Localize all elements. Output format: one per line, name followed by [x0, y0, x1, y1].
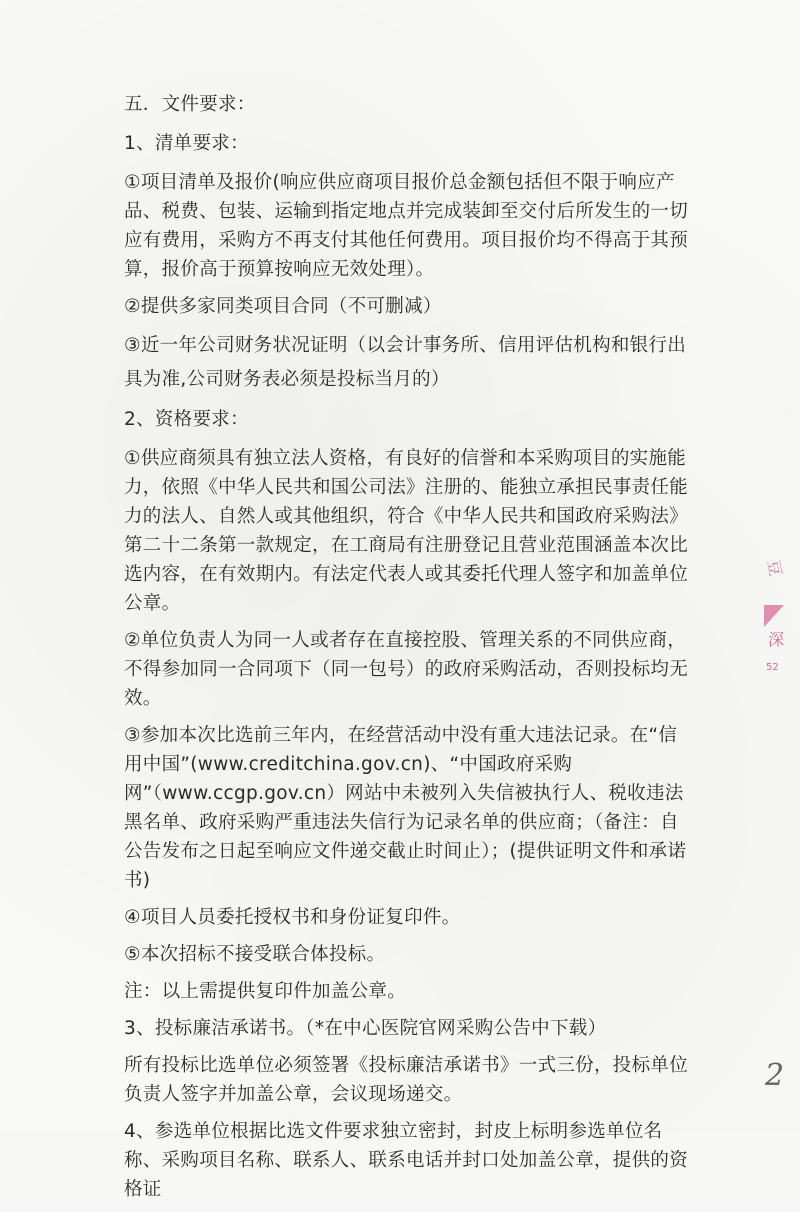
item2-point-4: ④项目人员委托授权书和身份证复印件。: [124, 907, 461, 928]
item3-heading: 3、投标廉洁承诺书。（*在中心医院官网采购公告中下载）: [124, 1018, 607, 1039]
stamp-mark-icon: [764, 605, 784, 627]
item4-body: 4、参选单位根据比选文件要求独立密封，封皮上标明参选单位名称、采购项目名称、联系人、联系电话并封口处加盖公章，提供的资格证: [124, 1121, 689, 1200]
item2-point-5: ⑤本次招标不接受联合体投标。: [124, 944, 386, 965]
stamp-text-2: 深: [768, 630, 785, 649]
item2-point-1: ①供应商须具有独立法人资格，有良好的信誉和本采购项目的实施能力，依照《中华人民共和国公司法》注册的、能独立承担民事责任能力的法人、自然人或其他组织，符合《中华人民共和国政府采购法》第二十二条第一款规定，在工商局有注册登记且营业范围涵盖本次比选内容，在有效期内。有法定代表人或其委托代理人签字和加盖单位公章。: [124, 448, 689, 614]
item1-point-1: ①项目清单及报价(响应供应商项目报价总金额包括但不限于响应产品、税费、包装、运输到指定地点并完成装卸至交付后所发生的一切应有费用，采购方不再支付其他任何费用。项目报价均不得高于其预算，报价高于预算按响应无效处理）。: [124, 172, 689, 280]
item3-body: 所有投标比选单位必须签署《投标廉洁承诺书》一式三份，投标单位负责人签字并加盖公章，会议现场递交。: [124, 1055, 689, 1105]
document-body: [124, 90, 690, 1212]
item1-heading: 1、清单要求：: [124, 133, 249, 154]
stamp-text-3: 52: [766, 662, 779, 673]
item1-point-2: ②提供多家同类项目合同（不可删减）: [124, 296, 442, 317]
stamp-text-1: 豆: [763, 558, 786, 578]
handwritten-page-number: 2: [765, 1058, 785, 1093]
item2-point-3: ③参加本次比选前三年内，在经营活动中没有重大违法记录。在“信用中国”(www.creditchina.gov.cn)、“中国政府采购网”（www.ccgp.gov.cn）网站中未被列入失信被执行人、税收违法黑名单、政府采购严重违法失信行为记录名单的供应商；（备注：自公告发布之日起至响应文件递交截止时间止）；(提供证明文件和承诺书): [124, 725, 687, 891]
section-title: 五．文件要求：: [124, 94, 256, 115]
item2-point-2: ②单位负责人为同一人或者存在直接控股、管理关系的不同供应商，不得参加同一合同项下（同一包号）的政府采购活动，否则投标均无效。: [124, 630, 689, 709]
red-seal-stamp-fragment: [762, 540, 800, 680]
item2-note: 注：以上需提供复印件加盖公章。: [124, 981, 407, 1002]
item2-heading: 2、资格要求：: [124, 409, 249, 430]
item1-point-3: ③近一年公司财务状况证明（以会计事务所、信用评估机构和银行出具为准,公司财务表必须是投标当月的）: [124, 335, 687, 390]
